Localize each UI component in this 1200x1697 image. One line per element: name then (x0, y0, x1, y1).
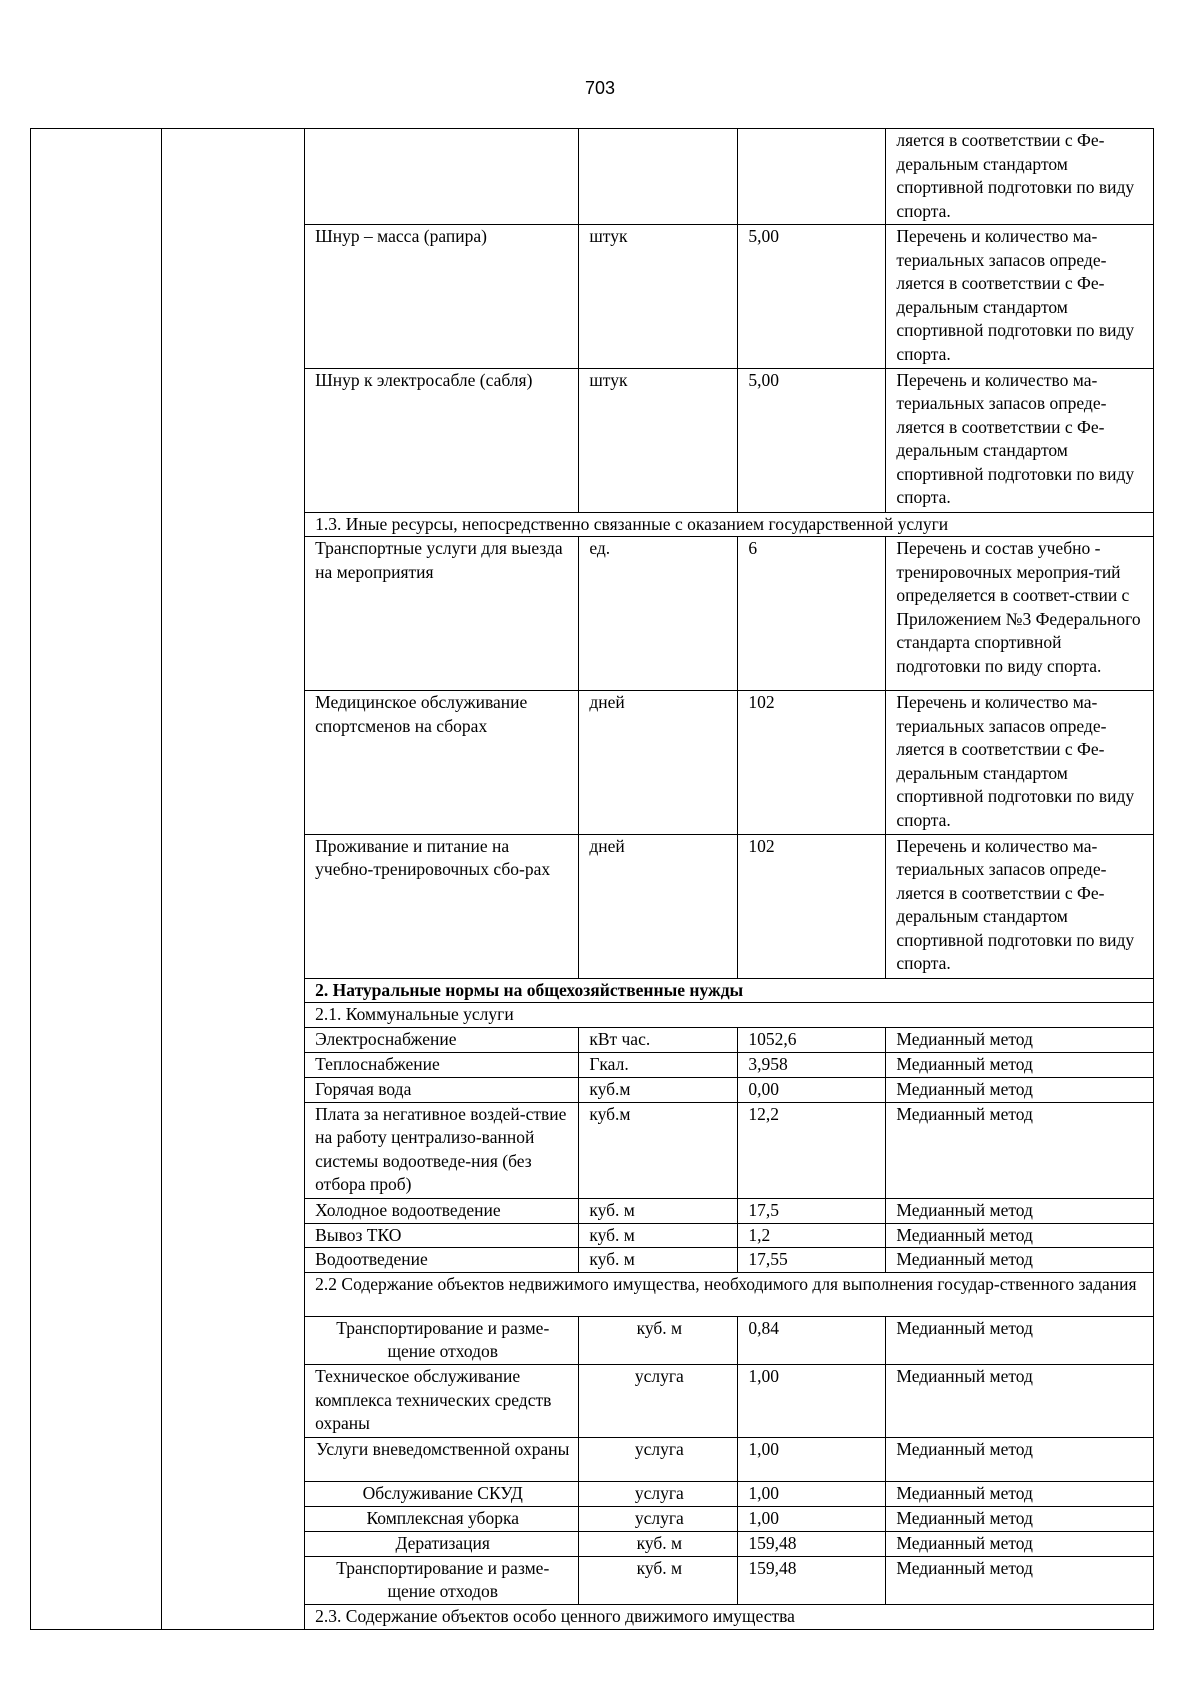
value-cell: 6 (738, 537, 886, 691)
outer-cell-2 (161, 129, 305, 1630)
unit-cell: штук (579, 368, 738, 512)
method-note-cell: Медианный метод (886, 1223, 1154, 1248)
resource-name-cell: Электроснабжение (305, 1028, 579, 1053)
unit-cell: куб. м (579, 1198, 738, 1223)
resource-name-cell: Транспортные услуги для выезда на мероприятия (305, 537, 579, 691)
value-cell: 1,00 (738, 1506, 886, 1531)
value-cell: 1052,6 (738, 1028, 886, 1053)
unit-cell: куб. м (579, 1316, 738, 1365)
method-note-cell: Медианный метод (886, 1198, 1154, 1223)
value-cell: 17,5 (738, 1198, 886, 1223)
unit-cell: кВт час. (579, 1028, 738, 1053)
method-note-cell: Медианный метод (886, 1077, 1154, 1102)
value-cell (738, 129, 886, 225)
method-note-cell: Медианный метод (886, 1556, 1154, 1605)
unit-cell: куб. м (579, 1556, 738, 1605)
unit-cell: Гкал. (579, 1053, 738, 1078)
value-cell: 1,00 (738, 1437, 886, 1482)
page-number: 703 (584, 78, 616, 98)
unit-cell (579, 129, 738, 225)
section-heading: 2.1. Коммунальные услуги (305, 1003, 1154, 1028)
resource-name-cell: Вывоз ТКО (305, 1223, 579, 1248)
resource-name-cell: Медицинское обслуживание спортсменов на сборах (305, 691, 579, 835)
section-heading: 2. Натуральные нормы на общехозяйственные нужды (305, 978, 1154, 1003)
value-cell: 0,84 (738, 1316, 886, 1365)
value-cell: 17,55 (738, 1248, 886, 1273)
resource-name-cell: Транспортирование и разме-щение отходов (305, 1556, 579, 1605)
unit-cell: куб. м (579, 1248, 738, 1273)
unit-cell: дней (579, 834, 738, 978)
value-cell: 0,00 (738, 1077, 886, 1102)
method-note-cell: Перечень и количество ма-териальных запасов опреде-ляется в соответствии с Фе-деральным стандартом спортивной подготовки по виду спорта. (886, 225, 1154, 369)
value-cell: 12,2 (738, 1102, 886, 1198)
resource-name-cell: Дератизация (305, 1531, 579, 1556)
method-note-cell: Перечень и количество ма-териальных запасов опреде-ляется в соответствии с Фе-деральным стандартом спортивной подготовки по виду спорта. (886, 368, 1154, 512)
resource-name-cell: Горячая вода (305, 1077, 579, 1102)
value-cell: 1,00 (738, 1365, 886, 1437)
unit-cell: куб.м (579, 1102, 738, 1198)
method-note-cell: Перечень и количество ма-териальных запасов опреде-ляется в соответствии с Фе-деральным стандартом спортивной подготовки по виду спорта. (886, 691, 1154, 835)
resource-name-cell: Обслуживание СКУД (305, 1482, 579, 1507)
section-heading: 2.3. Содержание объектов особо ценного движимого имущества (305, 1605, 1154, 1630)
method-note-cell: Медианный метод (886, 1248, 1154, 1273)
resource-name-cell: Теплоснабжение (305, 1053, 579, 1078)
method-note-cell: Медианный метод (886, 1482, 1154, 1507)
norms-table (30, 128, 1154, 1630)
value-cell: 3,958 (738, 1053, 886, 1078)
outer-cell-1 (31, 129, 162, 1630)
resource-name-cell: Водоотведение (305, 1248, 579, 1273)
method-note-cell: Медианный метод (886, 1437, 1154, 1482)
unit-cell: куб. м (579, 1531, 738, 1556)
resource-name-cell: Проживание и питание на учебно-тренировочных сбо-рах (305, 834, 579, 978)
section-heading: 1.3. Иные ресурсы, непосредственно связанные с оказанием государственной услуги (305, 512, 1154, 537)
value-cell: 159,48 (738, 1531, 886, 1556)
resource-name-cell: Плата за негативное воздей-ствие на работу централизо-ванной системы водоотведе-ния (без отбора проб) (305, 1102, 579, 1198)
value-cell: 1,00 (738, 1482, 886, 1507)
unit-cell: услуга (579, 1506, 738, 1531)
method-note-cell: Перечень и количество ма-териальных запасов опреде-ляется в соответствии с Фе-деральным стандартом спортивной подготовки по виду спорта. (886, 834, 1154, 978)
resource-name-cell: Шнур – масса (рапира) (305, 225, 579, 369)
value-cell: 102 (738, 834, 886, 978)
method-note-cell: ляется в соответствии с Фе-деральным стандартом спортивной подготовки по виду спорта. (886, 129, 1154, 225)
method-note-cell: Медианный метод (886, 1028, 1154, 1053)
unit-cell: услуга (579, 1437, 738, 1482)
value-cell: 159,48 (738, 1556, 886, 1605)
unit-cell: услуга (579, 1365, 738, 1437)
unit-cell: куб. м (579, 1223, 738, 1248)
resource-name-cell (305, 129, 579, 225)
method-note-cell: Медианный метод (886, 1102, 1154, 1198)
value-cell: 1,2 (738, 1223, 886, 1248)
method-note-cell: Медианный метод (886, 1506, 1154, 1531)
method-note-cell: Медианный метод (886, 1316, 1154, 1365)
table-row (31, 129, 1154, 225)
unit-cell: услуга (579, 1482, 738, 1507)
unit-cell: куб.м (579, 1077, 738, 1102)
resource-name-cell: Холодное водоотведение (305, 1198, 579, 1223)
unit-cell: ед. (579, 537, 738, 691)
value-cell: 5,00 (738, 225, 886, 369)
section-heading: 2.2 Содержание объектов недвижимого имущества, необходимого для выполнения государ-ственного задания (305, 1273, 1154, 1317)
resource-name-cell: Техническое обслуживание комплекса технических средств охраны (305, 1365, 579, 1437)
method-note-cell: Медианный метод (886, 1053, 1154, 1078)
resource-name-cell: Транспортирование и разме-щение отходов (305, 1316, 579, 1365)
resource-name-cell: Шнур к электросабле (сабля) (305, 368, 579, 512)
value-cell: 102 (738, 691, 886, 835)
method-note-cell: Медианный метод (886, 1531, 1154, 1556)
unit-cell: штук (579, 225, 738, 369)
resource-name-cell: Комплексная уборка (305, 1506, 579, 1531)
unit-cell: дней (579, 691, 738, 835)
method-note-cell: Медианный метод (886, 1365, 1154, 1437)
norms-table-body (31, 129, 1154, 1630)
method-note-cell: Перечень и состав учебно - тренировочных мероприя-тий определяется в соответ-ствии с Приложением №3 Федерального стандарта спортивной подготовки по виду спорта. (886, 537, 1154, 691)
value-cell: 5,00 (738, 368, 886, 512)
resource-name-cell: Услуги вневедомственной охраны (305, 1437, 579, 1482)
